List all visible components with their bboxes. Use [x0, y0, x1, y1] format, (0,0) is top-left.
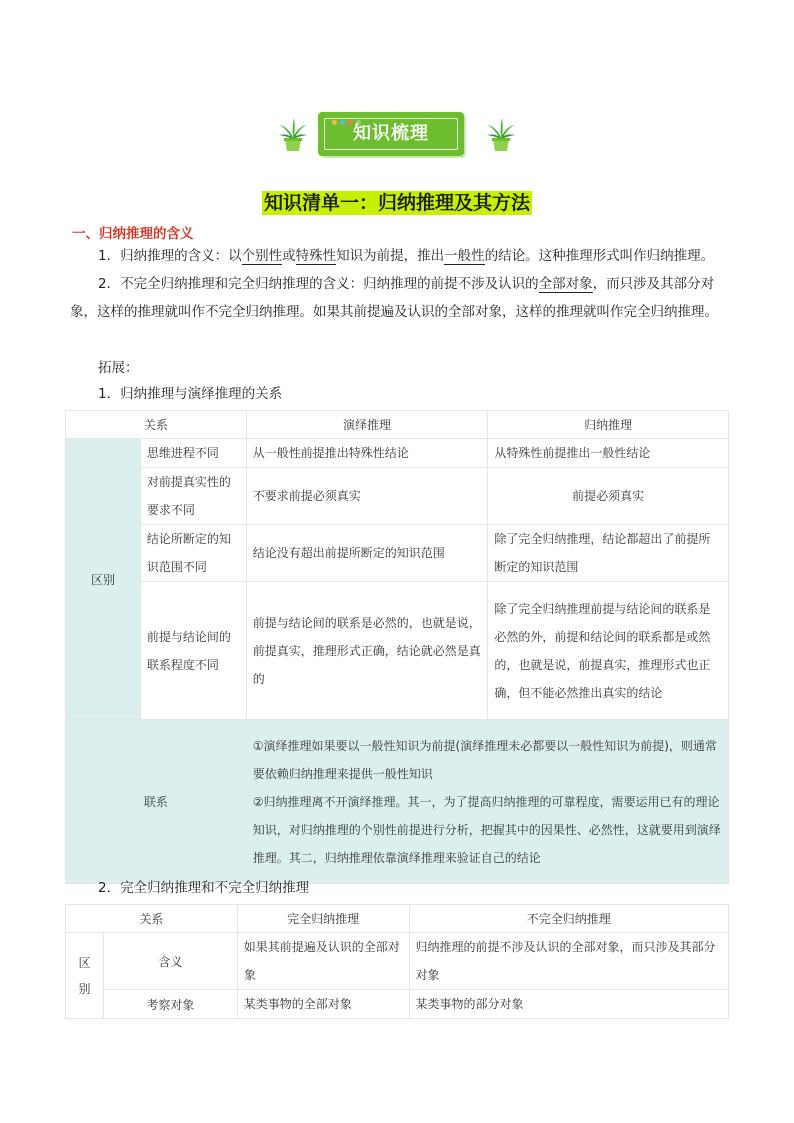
table-row	[66, 439, 729, 468]
comparison-table-1	[65, 410, 729, 884]
potted-plant-icon	[278, 116, 308, 152]
header-cell: 演绎推理	[246, 411, 488, 439]
link-text-2: ②归纳推理离不开演绎推理。其一，为了提高归纳推理的可靠程度，需要运用已有的理论知识，对归纳推理的个别性前提进行分析，把握其中的因果性、必然性，这就要用到演绎推理。其二，归纳推理依靠演绎推理来验证自己的结论	[252, 794, 721, 865]
table-header-row	[66, 905, 729, 933]
complete-cell: 如果其前提遍及认识的全部对象	[237, 933, 409, 990]
deductive-cell: 从一般性前提推出特殊性结论	[246, 439, 488, 468]
section-banner	[278, 112, 518, 158]
header-cell: 完全归纳推理	[237, 905, 409, 933]
complete-cell: 某类事物的全部对象	[237, 990, 409, 1019]
link-text-1: ①演绎推理如果要以一般性知识为前提(演绎推理未必都要以一般性知识为前提)，则通常要依赖归纳推理来提供一般性知识	[252, 738, 717, 781]
group-label: 区别	[66, 933, 104, 1019]
link-label: 联系	[66, 720, 247, 884]
table-row	[66, 468, 729, 525]
inductive-cell: 前提必须真实	[488, 468, 729, 525]
banner-title: 知识梳理	[353, 123, 429, 144]
inductive-cell: 除了完全归纳推理，结论都超出了前提所断定的知识范围	[488, 525, 729, 582]
incomplete-cell: 某类事物的部分对象	[409, 990, 729, 1019]
table-row-link	[66, 720, 729, 884]
header-cell: 不完全归纳推理	[409, 905, 729, 933]
paragraph-2: 2．不完全归纳推理和完全归纳推理的含义：归纳推理的前提不涉及认识的全部对象，而只涉及其部分对象，这样的推理就叫作不完全归纳推理。如果其前提遍及认识的全部对象，这样的推理就叫作完全归纳推理。	[70, 276, 718, 320]
incomplete-cell: 归纳推理的前提不涉及认识的全部对象，而只涉及其部分对象	[409, 933, 729, 990]
header-cell: 归纳推理	[488, 411, 729, 439]
section-heading: 一、归纳推理的含义	[72, 226, 194, 242]
link-cell	[246, 720, 728, 884]
aspect-cell: 含义	[103, 933, 237, 990]
main-title	[0, 188, 794, 215]
banner-box	[318, 112, 464, 156]
table-row	[66, 582, 729, 720]
deductive-cell: 不要求前提必须真实	[246, 468, 488, 525]
comparison-table-2	[65, 904, 729, 1019]
group-label: 区别	[66, 439, 141, 720]
main-title-text: 知识清单一：归纳推理及其方法	[263, 192, 530, 214]
aspect-cell: 考察对象	[103, 990, 237, 1019]
table-row	[66, 525, 729, 582]
table-row	[66, 990, 729, 1019]
aspect-cell: 结论所断定的知识范围不同	[140, 525, 246, 582]
expand-label: 拓展：	[98, 360, 139, 376]
aspect-cell: 思维进程不同	[140, 439, 246, 468]
potted-plant-icon	[486, 116, 516, 152]
subheading-1: 1．归纳推理与演绎推理的关系	[98, 386, 283, 402]
table-row	[66, 933, 729, 990]
deductive-cell: 结论没有超出前提所断定的知识范围	[246, 525, 488, 582]
inductive-cell: 除了完全归纳推理前提与结论间的联系是必然的外，前提和结论间的联系都是或然的，也就是说，前提真实，推理形式也正确，但不能必然推出真实的结论	[488, 582, 729, 720]
header-cell: 关系	[66, 411, 247, 439]
aspect-cell: 前提与结论间的联系程度不同	[140, 582, 246, 720]
subheading-2: 2．完全归纳推理和不完全归纳推理	[98, 880, 310, 896]
paragraph-1: 1．归纳推理的含义：以个别性或特殊性知识为前提，推出一般性的结论。这种推理形式叫作归纳推理。	[98, 248, 715, 264]
inductive-cell: 从特殊性前提推出一般性结论	[488, 439, 729, 468]
deductive-cell: 前提与结论间的联系是必然的，也就是说，前提真实，推理形式正确，结论就必然是真的	[246, 582, 488, 720]
table-header-row	[66, 411, 729, 439]
aspect-cell: 对前提真实性的要求不同	[140, 468, 246, 525]
header-cell: 关系	[66, 905, 238, 933]
